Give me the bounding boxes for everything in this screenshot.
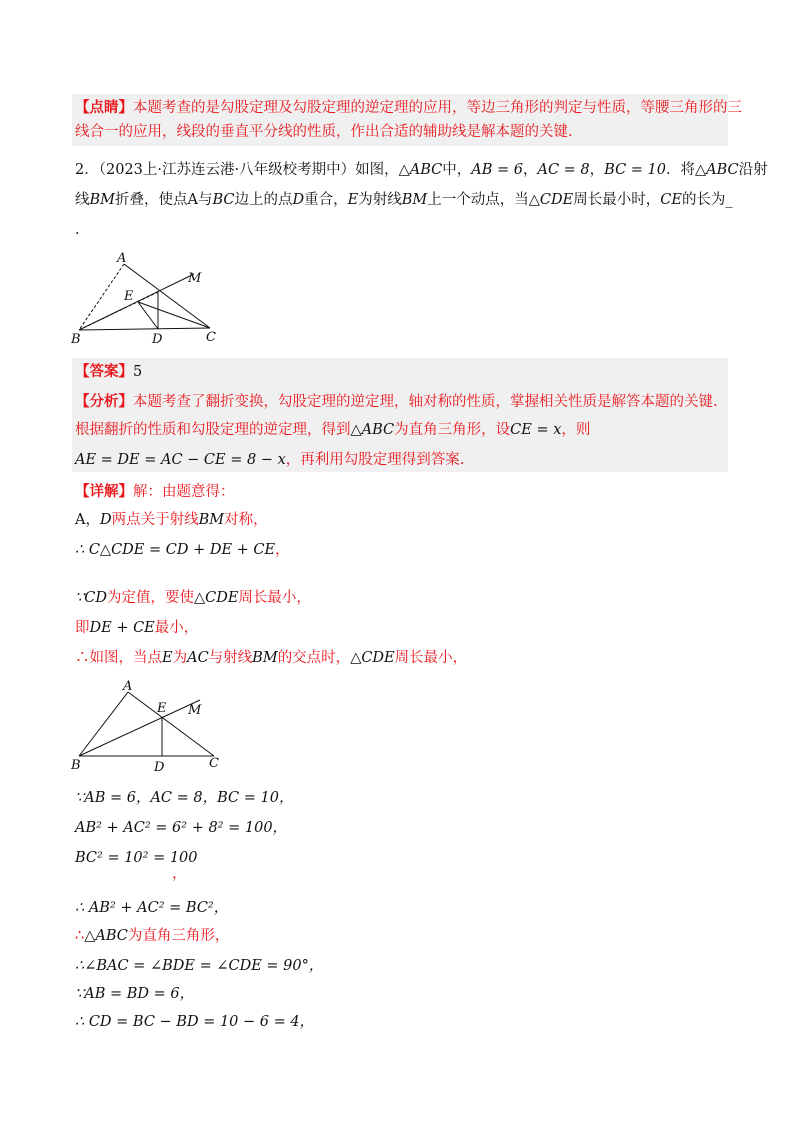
q-text: 重合，: [304, 192, 348, 208]
detail-line-1: [75, 510, 268, 530]
detail-tri-abc: △ABC: [84, 928, 128, 944]
q-bm: BM: [401, 192, 428, 208]
detail-step-5: [75, 926, 229, 946]
fig2-label-a: A: [123, 679, 133, 694]
analysis-tag: 【分析】: [75, 393, 133, 410]
q-bm: BM: [89, 192, 116, 208]
analysis-line-1: [75, 392, 718, 412]
detail-ac: AC: [187, 650, 209, 666]
detail-bm: BM: [198, 512, 225, 528]
fig2-line-ac: [128, 692, 214, 756]
q-text: 的长为_: [681, 192, 733, 208]
detail-line-5: [75, 648, 467, 668]
q-text: 沿射: [738, 162, 768, 178]
fig2-line-ab: [79, 692, 128, 756]
answer-value: 5: [133, 364, 143, 380]
question-line-1: [75, 160, 768, 180]
detail-step-7: [75, 984, 194, 1004]
fig1-line-bc: [79, 328, 210, 330]
dianjing-text-1: 本题考查的是勾股定理及勾股定理的逆定理的应用，等边三角形的判定与性质，等腰三角形的三: [133, 100, 742, 116]
detail-step-text: ∴: [75, 928, 85, 944]
detail-step-text: 为直角三角形，: [127, 928, 230, 944]
detail-step-text: ∴∠BAC = ∠BDE = ∠CDE = 90°，: [75, 958, 324, 974]
detail-text: 的交点时，: [277, 650, 351, 666]
fig1-line-ab-dashed: [79, 264, 124, 330]
detail-line-2: [75, 540, 290, 560]
detail-step-1: [75, 788, 293, 808]
q-bc-seg: BC: [212, 192, 235, 208]
q-text: 中，: [442, 162, 472, 178]
q-tri-cde: △CDE: [528, 192, 574, 208]
q-pt-e: E: [347, 192, 359, 208]
q-text: ．将: [666, 162, 695, 178]
q-text: 为射线: [358, 192, 402, 208]
detail-line-intro: [75, 482, 235, 502]
fig2-ray-bm: [79, 700, 200, 756]
detail-pt-d: D: [99, 512, 112, 528]
detail-step-text: ∴ AB² + AC² = BC²，: [75, 900, 229, 916]
detail-text: 即: [75, 620, 90, 636]
fig1-label-d: D: [152, 332, 163, 347]
detail-line-4: [75, 618, 198, 638]
detail-text: ∴如图，当点: [75, 650, 162, 666]
detail-tri-cde: △CDE: [193, 590, 239, 606]
figure-2-right-triangle-diagram: [66, 678, 226, 778]
q-text: 周长最小时，: [573, 192, 661, 208]
detail-line-3: [75, 588, 311, 608]
fig2-label-e: E: [157, 701, 167, 716]
analysis-eq: AE = DE = AC − CE = 8 − x: [75, 452, 286, 468]
detail-perimeter-eq: ∴ C△CDE = CD + DE + CE: [75, 542, 276, 558]
q-tri-abc: △ABC: [398, 162, 443, 178]
dianjing-text-2: 线合一的应用，线段的垂直平分线的性质，作出合适的辅助线是解本题的关键.: [75, 124, 573, 140]
detail-text: 周长最小，: [394, 650, 468, 666]
fig1-label-b: B: [71, 332, 81, 347]
detail-step-text: ，: [172, 866, 187, 882]
analysis-text: ，则: [561, 422, 591, 438]
detail-step-text: ∵AB = 6，AC = 8，BC = 10，: [75, 790, 294, 806]
q-tri-abc: △ABC: [695, 162, 739, 178]
detail-cd: ∵CD: [75, 590, 107, 606]
analysis-text: 为直角三角形，设: [394, 422, 511, 438]
question-line-2: [75, 190, 733, 210]
detail-step-text: BC² = 10² = 100: [75, 850, 198, 866]
detail-text: 与射线: [208, 650, 253, 666]
analysis-tri-abc: △ABC: [350, 422, 395, 438]
q-comma: ，: [589, 162, 605, 178]
dianjing-tag: 【点睛】: [75, 99, 133, 116]
q-text: 上一个动点，当: [427, 192, 529, 208]
detail-step-text: AB² + AC² = 6² + 8² = 100，: [75, 820, 288, 836]
q-bc: BC = 10: [604, 162, 666, 178]
detail-text: ，: [275, 542, 290, 558]
detail-tag: 【详解】: [75, 483, 133, 500]
detail-text: 对称，: [224, 512, 268, 528]
q-pt-d: D: [292, 192, 305, 208]
detail-pt-e: E: [162, 650, 173, 666]
analysis-ce-x: CE = x: [510, 422, 562, 438]
analysis-text: 根据翻折的性质和勾股定理的逆定理，得到: [75, 422, 351, 438]
answer-line: [75, 362, 142, 382]
analysis-text-1: 本题考查了翻折变换，勾股定理的逆定理，轴对称的性质，掌握相关性质是解答本题的关键.: [133, 394, 718, 410]
detail-tri-cde: △CDE: [350, 650, 395, 666]
question-line-3: [75, 220, 80, 240]
detail-text: 最小，: [154, 620, 199, 636]
detail-text: 为: [172, 650, 188, 666]
detail-step-2: [75, 818, 287, 838]
analysis-text: ，再利用勾股定理得到答案.: [285, 452, 465, 468]
fig2-label-c: C: [209, 756, 219, 771]
detail-step-8: [75, 1012, 314, 1032]
fig1-label-e: E: [124, 289, 134, 304]
detail-intro: 解：由题意得：: [133, 484, 235, 500]
fig1-label-m: M: [188, 271, 202, 286]
detail-text: 周长最小，: [238, 590, 311, 606]
detail-de-ce: DE + CE: [89, 620, 155, 636]
dianjing-line-1: [75, 98, 742, 118]
q-ab: AB = 6: [471, 162, 523, 178]
q-text: 线: [75, 192, 90, 208]
fig2-label-m: M: [188, 703, 202, 718]
q-text: .: [75, 222, 80, 238]
detail-text: 两点关于射线: [111, 512, 199, 528]
fig1-ray-bm: [79, 274, 194, 330]
answer-tag: 【答案】: [75, 363, 133, 380]
dianjing-line-2: [75, 122, 573, 142]
fig1-label-a: A: [117, 251, 127, 266]
detail-step-6: [75, 956, 323, 976]
detail-bm: BM: [252, 650, 278, 666]
detail-step-text: ∵AB = BD = 6，: [75, 986, 195, 1002]
q-text: 折叠，使点A与: [115, 192, 213, 208]
fig2-label-b: B: [71, 758, 81, 773]
q-ce: CE: [660, 192, 682, 208]
fig2-label-d: D: [154, 760, 165, 775]
detail-step-4: [75, 898, 228, 918]
analysis-line-2: [75, 420, 590, 440]
figure-1-folding-diagram: [66, 250, 226, 350]
q-text: 2．（2023上·江苏连云港·八年级校考期中）如图，: [75, 162, 399, 178]
detail-text: A，: [75, 512, 100, 528]
detail-text: 为定值，要使: [106, 590, 194, 606]
analysis-line-3: [75, 450, 464, 470]
detail-step-text: ∴ CD = BC − BD = 10 − 6 = 4，: [75, 1014, 315, 1030]
detail-step-3-end: [172, 864, 187, 884]
q-ac: AC = 8: [537, 162, 590, 178]
q-text: 边上的点: [234, 192, 293, 208]
q-comma: ，: [522, 162, 538, 178]
fig1-label-c: C: [206, 330, 216, 345]
fig1-line-ec: [138, 302, 210, 328]
